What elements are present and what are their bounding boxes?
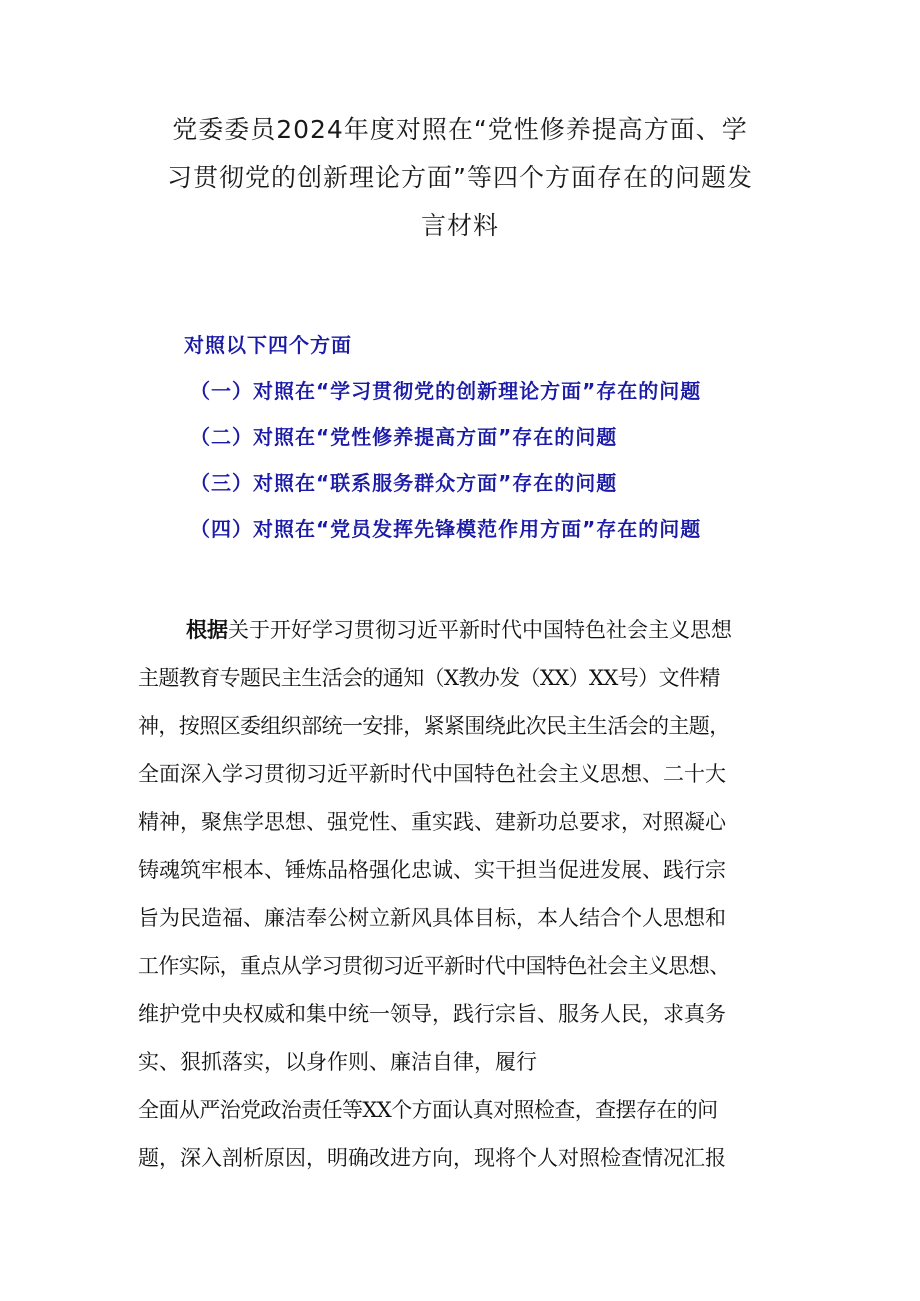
body-line: 旨为民造福、廉洁奉公树立新风具体目标，本人结合个人思想和 xyxy=(138,906,726,930)
table-of-contents xyxy=(182,322,862,552)
title-line: 党委委员2024年度对照在“党性修养提高方面、学 xyxy=(172,115,748,144)
body-line: 神，按照区委组织部统一安排，紧紧围绕此次民主生活会的主题， xyxy=(138,714,730,738)
body-lead-bold: 根据 xyxy=(186,617,228,642)
toc-item-4: （四）对照在“党员发挥先锋模范作用方面”存在的问题 xyxy=(190,517,702,541)
title-line: 言材料 xyxy=(420,211,499,240)
body-paragraph xyxy=(138,606,808,1182)
toc-heading: 对照以下四个方面 xyxy=(184,333,352,357)
body-line: 维护党中央权威和集中统一领导，践行宗旨、服务人民，求真务 xyxy=(138,1002,726,1026)
body-line: 全面深入学习贯彻习近平新时代中国特色社会主义思想、二十大 xyxy=(138,762,726,786)
toc-item-1: （一）对照在“学习贯彻党的创新理论方面”存在的问题 xyxy=(190,379,702,403)
body-line: 工作实际，重点从学习贯彻习近平新时代中国特色社会主义思想、 xyxy=(138,954,730,978)
body-line: 题，深入剖析原因，明确改进方向，现将个人对照检查情况汇报 xyxy=(138,1146,726,1170)
body-line xyxy=(138,606,808,654)
toc-item-2: （二）对照在“党性修养提高方面”存在的问题 xyxy=(190,425,618,449)
body-line: 精神，聚焦学思想、强党性、重实践、建新功总要求，对照凝心 xyxy=(138,810,726,834)
body-line-text: 关于开好学习贯彻习近平新时代中国特色社会主义思想 xyxy=(228,618,732,642)
body-line: 主题教育专题民主生活会的通知（X教办发（XX）XX号）文件精 xyxy=(138,666,720,690)
toc-item-3: （三）对照在“联系服务群众方面”存在的问题 xyxy=(190,471,618,495)
title-line: 习贯彻党的创新理论方面”等四个方面存在的问题发 xyxy=(167,163,753,192)
body-line: 实、狠抓落实，以身作则、廉洁自律，履行 xyxy=(138,1050,537,1074)
document-title xyxy=(120,106,800,250)
body-line: 全面从严治党政治责任等XX个方面认真对照检查，查摆存在的问 xyxy=(138,1098,718,1122)
body-line: 铸魂筑牢根本、锤炼品格强化忠诚、实干担当促进发展、践行宗 xyxy=(138,858,726,882)
